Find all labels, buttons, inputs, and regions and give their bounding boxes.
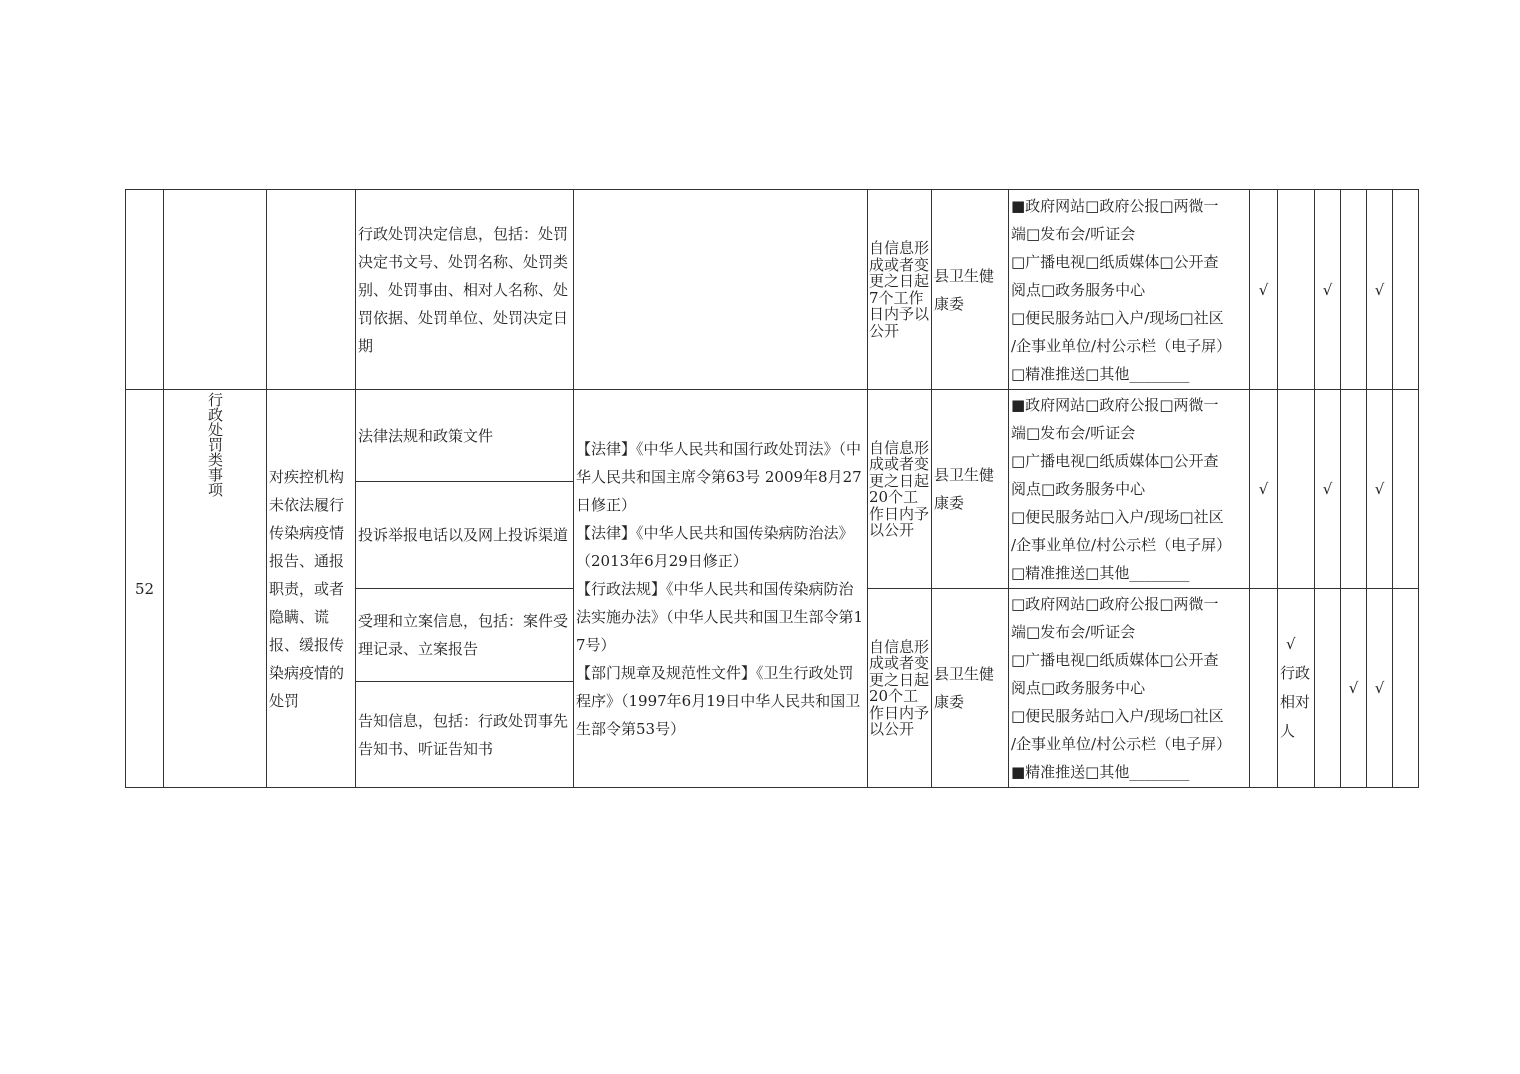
channel-line: 端□发布会/听证会 bbox=[1011, 623, 1136, 641]
timeline-cell bbox=[868, 190, 932, 390]
tick-cell bbox=[1341, 390, 1367, 589]
timeline-cell bbox=[868, 589, 932, 788]
channel-line: 阅点□政务服务中心 bbox=[1011, 480, 1146, 498]
channel-line: 阅点□政务服务中心 bbox=[1011, 280, 1146, 299]
channel-line: /企事业单位/村公示栏（电子屏） bbox=[1011, 735, 1232, 753]
channels-cell bbox=[1009, 190, 1250, 390]
channel-line: 阅点□政务服务中心 bbox=[1011, 679, 1146, 697]
number-cell bbox=[126, 390, 164, 788]
channels-cell bbox=[1009, 589, 1250, 788]
tick-cell: √ bbox=[1315, 190, 1341, 390]
content-cell bbox=[356, 390, 574, 482]
content-cell bbox=[356, 190, 574, 390]
content-cell bbox=[356, 589, 574, 682]
tick-cell bbox=[1393, 190, 1419, 390]
scope-text: 行政相对人 bbox=[1280, 664, 1311, 740]
channel-line: ■精准推送□其他________ bbox=[1011, 763, 1190, 781]
channel-line: □广播电视□纸质媒体□公开查 bbox=[1011, 252, 1219, 271]
tick-cell bbox=[1393, 390, 1419, 589]
subject-cell bbox=[932, 589, 1009, 788]
scope-tick: √ bbox=[1286, 635, 1296, 653]
item-text: 对疾控机构未依法履行传染病疫情报告、通报职责，或者隐瞒、谎报、缓报传染病疫情的处罚 bbox=[269, 467, 345, 710]
channel-line: /企事业单位/村公示栏（电子屏） bbox=[1011, 336, 1232, 355]
tick-cell: √ bbox=[1315, 390, 1341, 589]
channel-line: □便民服务站□入户/现场□社区 bbox=[1011, 707, 1224, 725]
channel-line: □精准推送□其他________ bbox=[1011, 564, 1190, 582]
subject-text: 县卫生健康委 bbox=[934, 466, 995, 512]
tick-cell bbox=[1250, 589, 1278, 788]
tick-cell bbox=[1278, 190, 1315, 390]
basis-cell bbox=[574, 190, 868, 390]
content-cell bbox=[356, 482, 574, 589]
channel-line: □广播电视□纸质媒体□公开查 bbox=[1011, 651, 1219, 669]
tick-cell: √ bbox=[1367, 390, 1393, 589]
channel-line: □便民服务站□入户/现场□社区 bbox=[1011, 508, 1224, 526]
scope-cell bbox=[1278, 589, 1315, 788]
tick-cell bbox=[1341, 190, 1367, 390]
tick-cell bbox=[1315, 589, 1341, 788]
subject-text: 县卫生健康委 bbox=[934, 665, 995, 711]
basis-rule: 【部门规章及规范性文件】《卫生行政处罚程序》（1997年6月19日中华人民共和国卫生部令第53号） bbox=[576, 663, 861, 738]
disclosure-table bbox=[125, 189, 1419, 788]
content-text: 投诉举报电话以及网上投诉渠道 bbox=[358, 526, 569, 544]
basis-law-2: 【法律】《中华人民共和国传染病防治法》（2013年6月29日修正） bbox=[576, 523, 854, 570]
content-text: 法律法规和政策文件 bbox=[358, 426, 494, 445]
content-text: 行政处罚决定信息，包括：处罚决定书文号、处罚名称、处罚类别、处罚事由、相对人名称、处罚依据、处罚单位、处罚决定日期 bbox=[358, 224, 569, 355]
channel-line: ■政府网站□政府公报□两微一 bbox=[1011, 196, 1219, 215]
basis-regulation: 【行政法规】《中华人民共和国传染病防治法实施办法》（中华人民共和国卫生部令第17号） bbox=[576, 579, 864, 654]
tick-cell: √ bbox=[1367, 190, 1393, 390]
subject-cell bbox=[932, 190, 1009, 390]
item-cell bbox=[267, 390, 356, 788]
category-cell bbox=[164, 190, 267, 390]
tick-cell bbox=[1278, 390, 1315, 589]
channel-line: /企事业单位/村公示栏（电子屏） bbox=[1011, 536, 1232, 554]
basis-cell bbox=[574, 390, 868, 788]
tick-cell: √ bbox=[1367, 589, 1393, 788]
category-text: 行政处罚类事项 bbox=[206, 392, 224, 497]
timeline-cell bbox=[868, 390, 932, 589]
tick-cell bbox=[1393, 589, 1419, 788]
number-cell bbox=[126, 190, 164, 390]
channel-line: □广播电视□纸质媒体□公开查 bbox=[1011, 452, 1219, 470]
channel-line: □便民服务站□入户/现场□社区 bbox=[1011, 308, 1224, 327]
timeline-text: 自信息形成或者变更之日起20个工作日内予以公开 bbox=[869, 438, 930, 539]
channels-cell bbox=[1009, 390, 1250, 589]
table-row bbox=[126, 190, 1419, 390]
timeline-text: 自信息形成或者变更之日起20个工作日内予以公开 bbox=[869, 637, 930, 738]
tick-cell: √ bbox=[1250, 390, 1278, 589]
subject-cell bbox=[932, 390, 1009, 589]
item-cell bbox=[267, 190, 356, 390]
content-cell bbox=[356, 682, 574, 788]
tick-cell: √ bbox=[1250, 190, 1278, 390]
channel-line: □政府网站□政府公报□两微一 bbox=[1011, 595, 1219, 613]
channel-line: ■政府网站□政府公报□两微一 bbox=[1011, 396, 1219, 414]
channel-line: 端□发布会/听证会 bbox=[1011, 424, 1136, 442]
item-number: 52 bbox=[134, 579, 155, 598]
subject-text: 县卫生健康委 bbox=[934, 266, 995, 313]
table-row bbox=[126, 390, 1419, 482]
channel-line: 端□发布会/听证会 bbox=[1011, 224, 1136, 243]
channel-line: □精准推送□其他________ bbox=[1011, 364, 1190, 383]
timeline-text: 自信息形成或者变更之日起7个工作日内予以公开 bbox=[869, 239, 930, 340]
tick-cell: √ bbox=[1341, 589, 1367, 788]
content-text: 告知信息，包括：行政处罚事先告知书、听证告知书 bbox=[358, 711, 569, 758]
content-text: 受理和立案信息，包括：案件受理记录、立案报告 bbox=[358, 612, 569, 658]
basis-law-1: 【法律】《中华人民共和国行政处罚法》（中华人民共和国主席令第63号 2009年8月27日修正） bbox=[576, 439, 862, 514]
category-cell bbox=[164, 390, 267, 788]
